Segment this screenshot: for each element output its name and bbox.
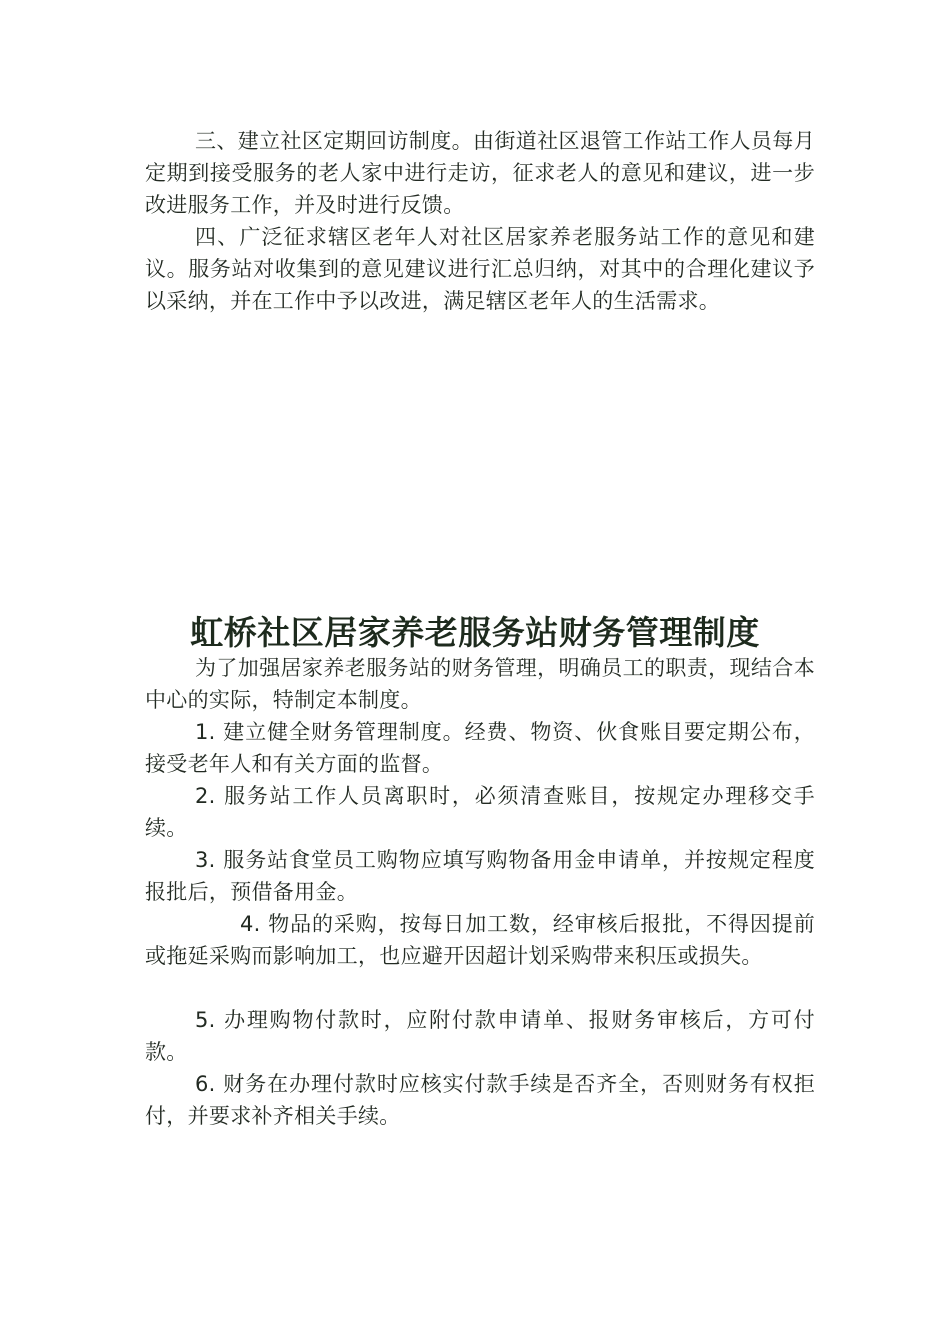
financial-rules-section [145, 652, 815, 1132]
rule-item-1: 1. 建立健全财务管理制度。经费、物资、伙食账目要定期公布，接受老年人和有关方面的监督。 [145, 720, 815, 776]
blank-line [145, 972, 815, 1004]
top-section [145, 125, 815, 317]
rule-item-5: 5. 办理购物付款时，应附付款申请单、报财务审核后，方可付款。 [145, 1008, 815, 1064]
rule-item-3: 3. 服务站食堂员工购物应填写购物备用金申请单，并按规定程度报批后，预借备用金。 [145, 848, 815, 904]
rule-item-4: 4. 物品的采购，按每日加工数，经审核后报批，不得因提前或拖延采购而影响加工，也应避开因超计划采购带来积压或损失。 [145, 912, 815, 968]
document-title: 虹桥社区居家养老服务站财务管理制度 [190, 613, 760, 652]
intro-paragraph: 为了加强居家养老服务站的财务管理，明确员工的职责，现结合本中心的实际，特制定本制度。 [145, 656, 815, 712]
paragraph-periodic-visit: 三、建立社区定期回访制度。由街道社区退管工作站工作人员每月定期到接受服务的老人家中进行走访，征求老人的意见和建议，进一步改进服务工作，并及时进行反馈。 [145, 129, 815, 217]
paragraph-solicit-opinions: 四、广泛征求辖区老年人对社区居家养老服务站工作的意见和建议。服务站对收集到的意见建议进行汇总归纳，对其中的合理化建议予以采纳，并在工作中予以改进，满足辖区老年人的生活需求。 [145, 225, 815, 313]
rule-item-2: 2. 服务站工作人员离职时，必须清查账目，按规定办理移交手续。 [145, 784, 815, 840]
rule-item-6: 6. 财务在办理付款时应核实付款手续是否齐全，否则财务有权拒付，并要求补齐相关手续。 [145, 1072, 815, 1128]
